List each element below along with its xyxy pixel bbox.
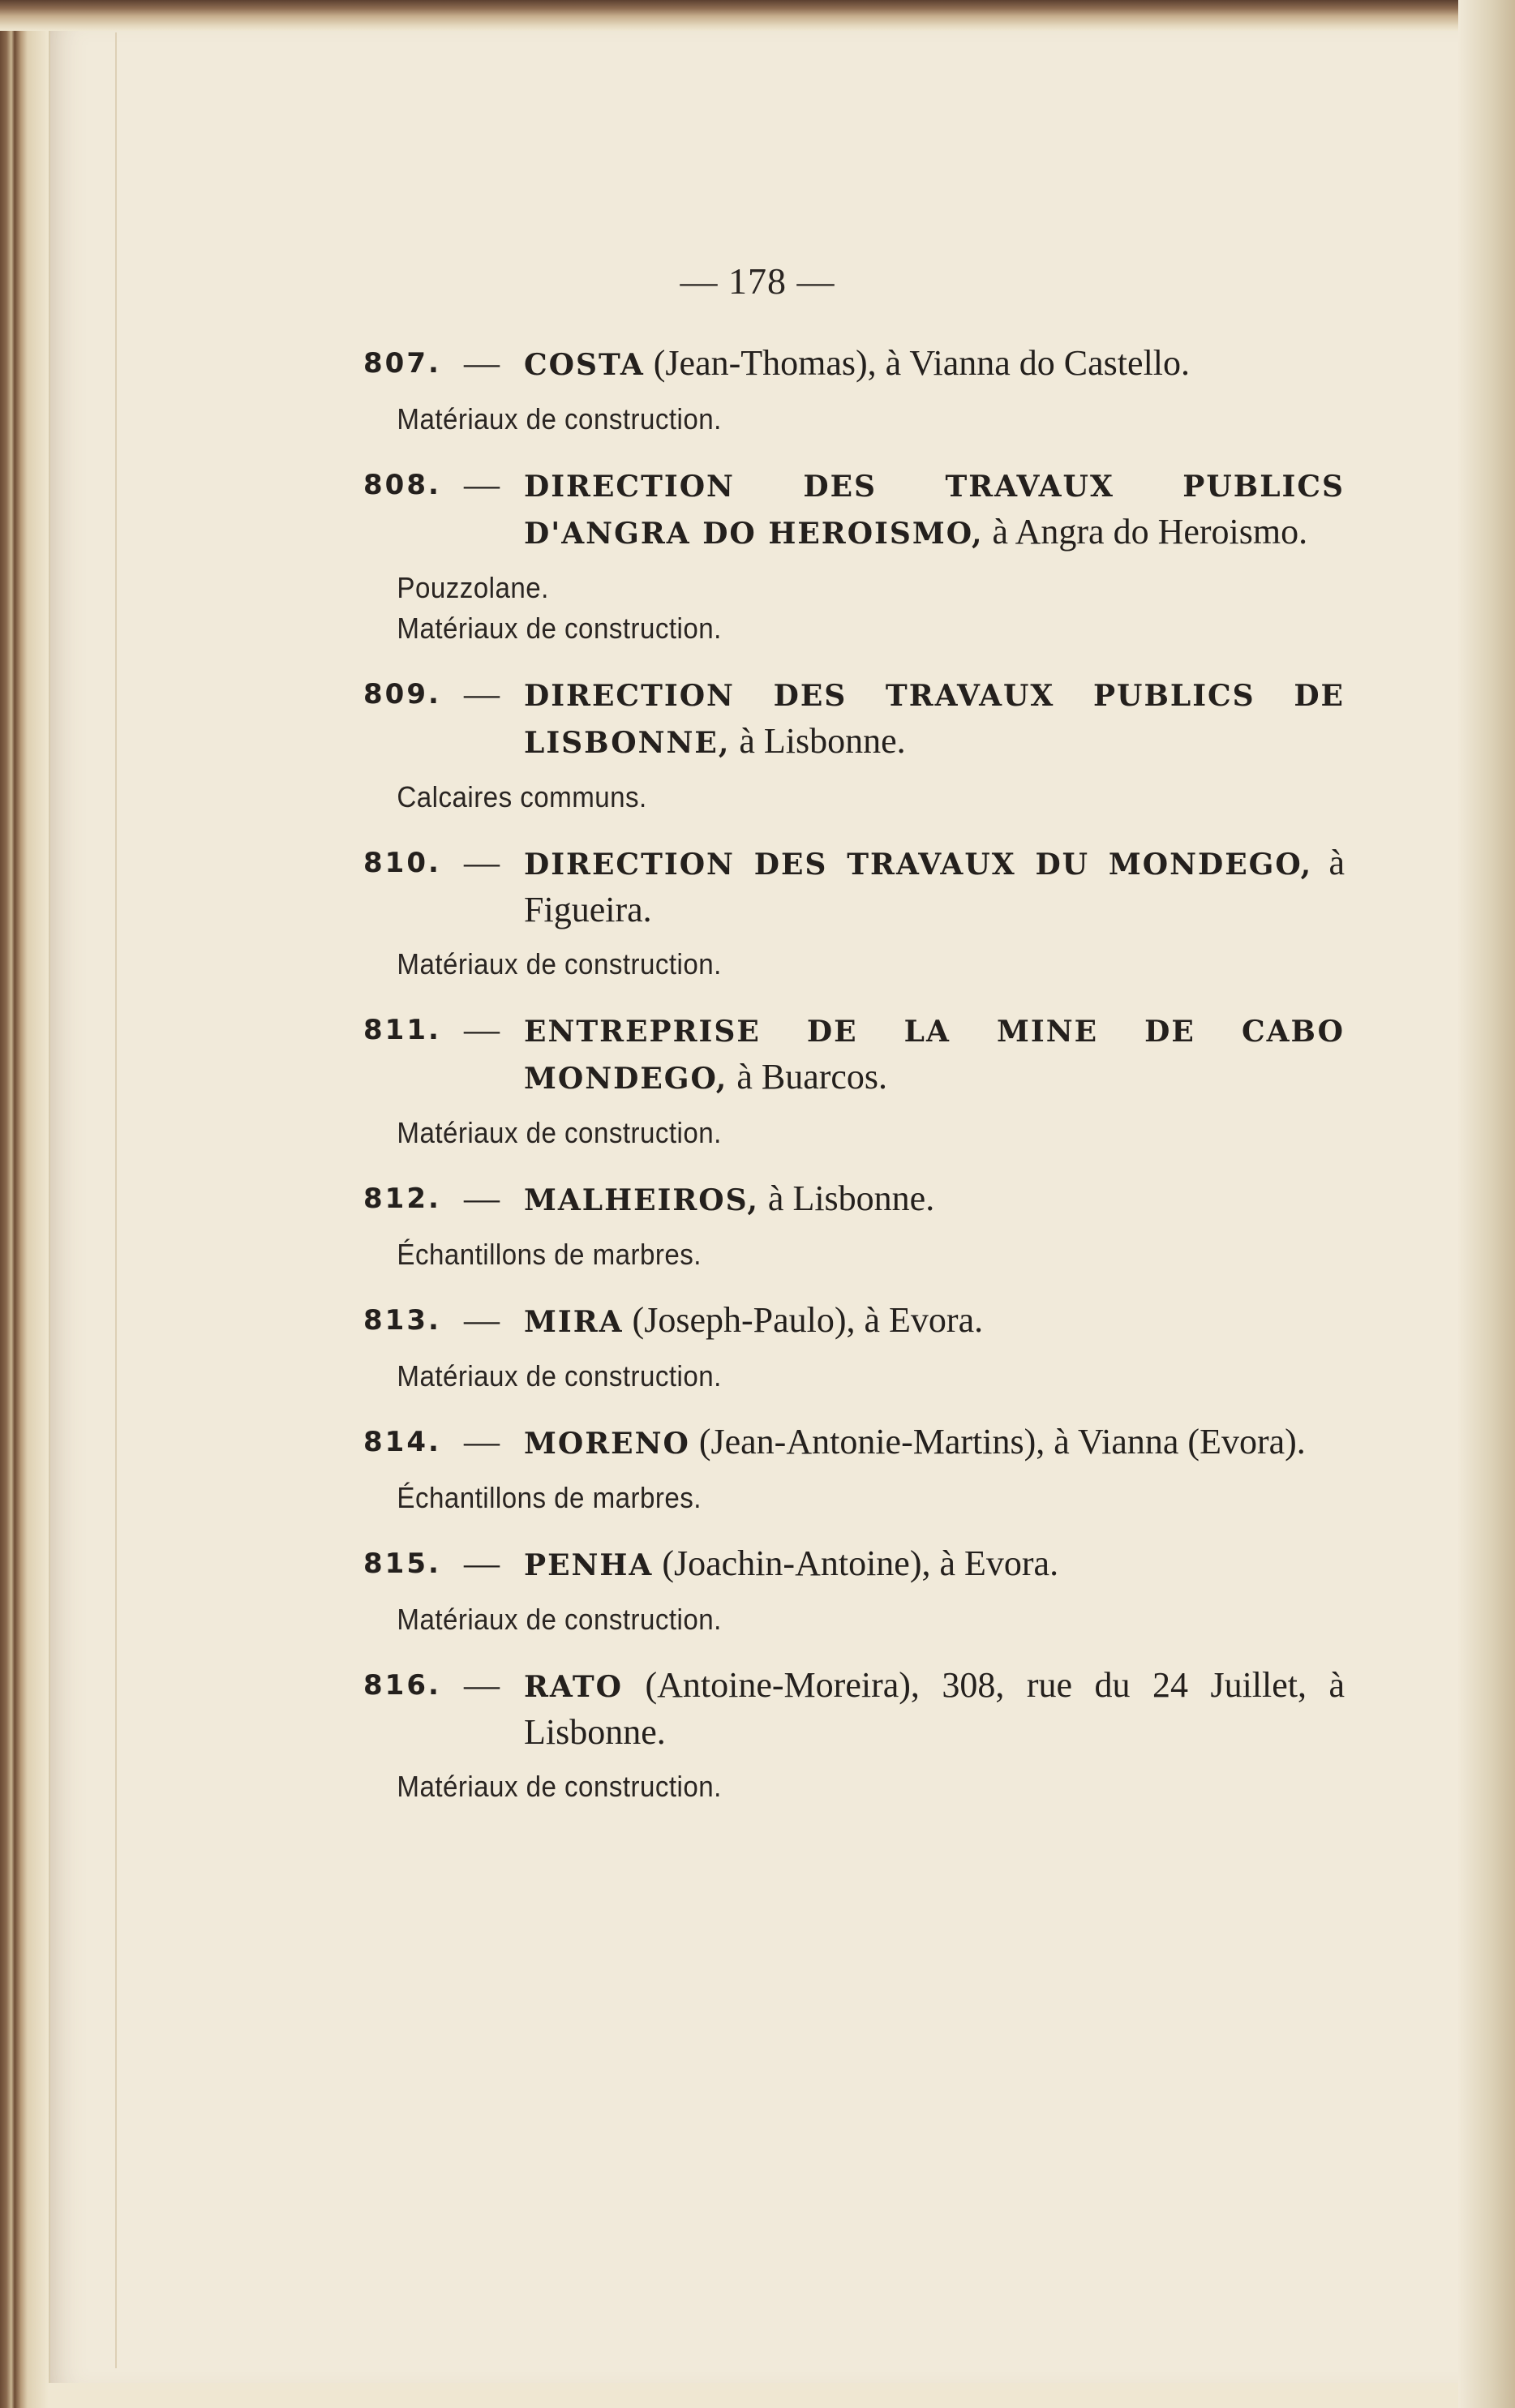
entry-description: Matériaux de construction. xyxy=(397,1116,722,1149)
entry-heading xyxy=(363,462,1345,556)
catalog-entry xyxy=(363,1298,1345,1419)
exhibitor-name: PENHA xyxy=(524,1548,654,1582)
entry-heading xyxy=(363,1176,1345,1223)
entry-number: 810. xyxy=(363,847,441,879)
exhibitor-details: (Joachin-Antoine), à Evora. xyxy=(653,1543,1059,1583)
exhibitor-details: (Antoine-Moreira), 308, rue du 24 Juillet, à Lisbonne. xyxy=(524,1665,1345,1752)
entry-heading xyxy=(363,672,1345,766)
entry-heading xyxy=(363,840,1345,933)
catalog-entry xyxy=(363,1663,1345,1830)
entry-dash: — xyxy=(464,1543,500,1583)
entry-dash: — xyxy=(464,843,500,882)
catalog-entry xyxy=(363,840,1345,1007)
entry-description: Matériaux de construction. xyxy=(397,612,722,645)
entry-dash: — xyxy=(464,1010,500,1049)
exhibitor-details: à Lisbonne. xyxy=(758,1178,935,1218)
entry-number: 812. xyxy=(363,1183,441,1215)
entry-description: Échantillons de marbres. xyxy=(397,1238,702,1271)
exhibitor-name: DIRECTION DES TRAVAUX PUBLICS D'ANGRA DO HEROISMO, xyxy=(524,470,1345,551)
entry-description: Matériaux de construction. xyxy=(397,1603,722,1636)
exhibitor-name: MIRA xyxy=(524,1305,624,1339)
entry-dash: — xyxy=(464,343,500,383)
exhibitor-name: DIRECTION DES TRAVAUX PUBLICS DE LISBONNE, xyxy=(524,679,1345,760)
entry-number: 811. xyxy=(363,1014,441,1046)
page-number: — 178 — xyxy=(680,260,835,302)
exhibitor-name: ENTREPRISE DE LA MINE DE CABO MONDEGO, xyxy=(524,1015,1345,1096)
entry-number: 814. xyxy=(363,1426,441,1458)
entry-heading xyxy=(363,341,1345,388)
entry-dash: — xyxy=(464,1300,500,1340)
entry-number: 809. xyxy=(363,678,441,710)
entry-heading xyxy=(363,1007,1345,1101)
catalog-entry xyxy=(363,1007,1345,1176)
catalog-entry xyxy=(363,341,1345,462)
exhibitor-details: à Angra do Heroismo. xyxy=(983,512,1308,552)
catalog-entry xyxy=(363,1419,1345,1541)
entry-number: 808. xyxy=(363,469,441,501)
entry-dash: — xyxy=(464,1422,500,1462)
entry-number: 807. xyxy=(363,347,441,380)
entry-heading xyxy=(363,1663,1345,1755)
page-right-shadow xyxy=(1458,0,1515,2408)
entry-description: Matériaux de construction. xyxy=(397,1359,722,1393)
exhibitor-name: COSTA xyxy=(524,348,645,382)
exhibitor-details: à Buarcos. xyxy=(727,1057,888,1097)
entry-dash: — xyxy=(464,465,500,504)
entry-description: Calcaires communs. xyxy=(397,780,647,813)
exhibitor-details: (Jean-Antonie-Martins), à Vianna (Evora). xyxy=(689,1422,1306,1462)
catalog-entry xyxy=(363,672,1345,840)
entry-dash: — xyxy=(464,1178,500,1218)
exhibitor-details: (Jean-Thomas), à Vianna do Castello. xyxy=(644,343,1191,383)
entry-dash: — xyxy=(464,674,500,714)
entry-heading xyxy=(363,1419,1345,1466)
catalog-entry xyxy=(363,1541,1345,1663)
entry-dash: — xyxy=(464,1665,500,1705)
entry-number: 816. xyxy=(363,1669,441,1702)
exhibitor-details: à Lisbonne. xyxy=(730,721,906,761)
catalog-entry xyxy=(363,462,1345,672)
exhibitor-name: DIRECTION DES TRAVAUX DU MONDEGO, xyxy=(524,848,1313,882)
entry-number: 813. xyxy=(363,1304,441,1337)
entry-heading xyxy=(363,1541,1345,1588)
entry-description: Matériaux de construction. xyxy=(397,402,722,436)
exhibitor-details: à Figueira. xyxy=(524,843,1345,929)
entry-description: Matériaux de construction. xyxy=(397,1770,722,1803)
catalog-entries xyxy=(363,341,1345,1830)
exhibitor-details: (Joseph-Paulo), à Evora. xyxy=(623,1300,984,1340)
exhibitor-name: MALHEIROS, xyxy=(524,1183,759,1217)
entry-description: Matériaux de construction. xyxy=(397,947,722,981)
book-top-edge xyxy=(0,0,1515,31)
entry-number: 815. xyxy=(363,1547,441,1580)
page-margin-line xyxy=(115,32,117,2368)
exhibitor-name: RATO xyxy=(524,1670,624,1704)
entry-description: Pouzzolane. xyxy=(397,571,549,604)
entry-heading xyxy=(363,1298,1345,1345)
exhibitor-name: MORENO xyxy=(524,1427,690,1461)
entry-description: Échantillons de marbres. xyxy=(397,1481,702,1514)
catalog-entry xyxy=(363,1176,1345,1298)
